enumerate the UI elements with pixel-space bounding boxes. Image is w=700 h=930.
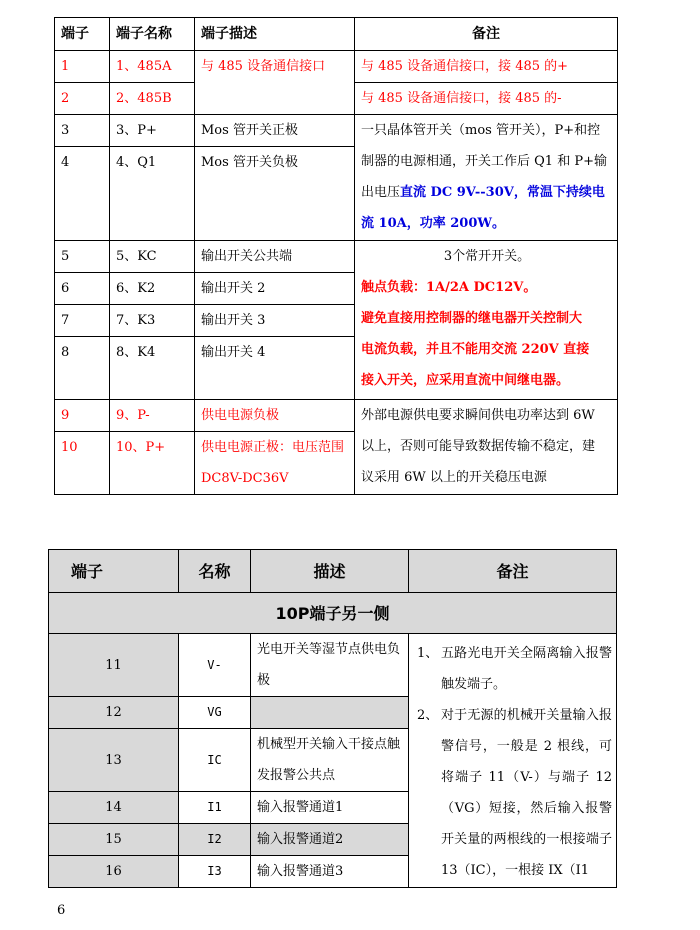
terminal-name: IC xyxy=(179,729,251,792)
terminal-number: 3 xyxy=(55,115,110,147)
note-line: 触点负载：1A/2A DC12V。 xyxy=(361,280,537,295)
terminal-number: 6 xyxy=(55,273,110,305)
terminal-desc: 输入报警通道1 xyxy=(251,792,409,824)
terminal-name: I3 xyxy=(179,856,251,888)
note-highlight: 流 10A，功率 200W。 xyxy=(361,216,505,231)
note-item xyxy=(417,700,612,886)
terminal-desc: Mos 管开关负极 xyxy=(195,147,355,241)
note-line: 以上，否则可能导致数据传输不稳定，建 xyxy=(361,439,596,454)
note-item-number: 2、 xyxy=(417,708,439,723)
terminal-desc: 光电开关等湿节点供电负极 xyxy=(251,634,409,697)
terminal-number: 14 xyxy=(49,792,179,824)
terminal-note: 与 485 设备通信接口，接 485 的- xyxy=(355,83,618,115)
terminal-number: 2 xyxy=(55,83,110,115)
section-subtitle: 10P端子另一侧 xyxy=(49,593,617,634)
terminal-desc: Mos 管开关正极 xyxy=(195,115,355,147)
table-row xyxy=(55,51,618,83)
power-note xyxy=(355,400,618,495)
terminal-number: 8 xyxy=(55,337,110,400)
note-text: 出电压 xyxy=(361,185,401,200)
header-terminal-name: 端子名称 xyxy=(110,18,195,51)
table-row xyxy=(55,115,618,147)
note-item-text: 对于无源的机械开关量输入报警信号，一般是 2 根线，可将端子 11（V-）与端子 12（VG）短接，然后输入报警开关量的两根线的一根接端子 13（IC），一根接 IX（I1 xyxy=(441,708,612,878)
terminal-table-2 xyxy=(48,549,617,888)
note-line: 议采用 6W 以上的开关稳压电源 xyxy=(361,470,547,485)
terminal-name: 5、KC xyxy=(110,241,195,273)
header-terminal: 端子 xyxy=(55,18,110,51)
terminal-name: 8、K4 xyxy=(110,337,195,400)
terminal-name: 2、485B xyxy=(110,83,195,115)
table2-header-row xyxy=(49,550,617,593)
header-terminal-desc: 端子描述 xyxy=(195,18,355,51)
terminal-name: I2 xyxy=(179,824,251,856)
note-line: 电流负载，并且不能用交流 220V 直接 xyxy=(361,342,590,357)
terminal-number: 1 xyxy=(55,51,110,83)
terminal-desc: 输出开关 3 xyxy=(195,305,355,337)
note-line: 一只晶体管开关（mos 管开关），P+和控 xyxy=(361,123,601,138)
terminal-name: 10、P+ xyxy=(110,432,195,495)
terminal-desc: 供电电源负极 xyxy=(195,400,355,432)
terminal-number: 13 xyxy=(49,729,179,792)
terminal-name: 3、P+ xyxy=(110,115,195,147)
terminal-desc: 供电电源正极：电压范围 DC8V-DC36V xyxy=(195,432,355,495)
note-line: 外部电源供电要求瞬间供电功率达到 6W xyxy=(361,408,595,423)
note-item-number: 1、 xyxy=(417,646,439,661)
terminal-desc: 输入报警通道3 xyxy=(251,856,409,888)
note-line: 3个常开开关。 xyxy=(443,249,531,264)
table-row xyxy=(55,241,618,273)
terminal-desc: 输入报警通道2 xyxy=(251,824,409,856)
terminal-desc: 机械型开关输入干接点触发报警公共点 xyxy=(251,729,409,792)
terminal-number: 15 xyxy=(49,824,179,856)
terminal-number: 7 xyxy=(55,305,110,337)
table-row xyxy=(55,400,618,432)
mos-switch-note xyxy=(355,115,618,241)
terminal-desc xyxy=(251,697,409,729)
header-terminal: 端子 xyxy=(49,550,179,593)
header-desc: 描述 xyxy=(251,550,409,593)
subtitle-row xyxy=(49,593,617,634)
note-line: 避免直接用控制器的继电器开关控制大 xyxy=(361,311,583,326)
header-note: 备注 xyxy=(355,18,618,51)
terminal-name: 4、Q1 xyxy=(110,147,195,241)
terminal-name: I1 xyxy=(179,792,251,824)
note-item xyxy=(417,638,612,700)
note-item-text: 五路光电开关全隔离输入报警触发端子。 xyxy=(441,646,612,692)
table1-header-row xyxy=(55,18,618,51)
header-note: 备注 xyxy=(409,550,617,593)
terminal-table-1 xyxy=(54,17,618,495)
note-line: 接入开关，应采用直流中间继电器。 xyxy=(361,373,570,388)
terminal-number: 9 xyxy=(55,400,110,432)
terminal-desc: 输出开关 2 xyxy=(195,273,355,305)
terminal-name: V- xyxy=(179,634,251,697)
terminal-name: VG xyxy=(179,697,251,729)
relay-note xyxy=(355,241,618,400)
terminal-note: 与 485 设备通信接口，接 485 的+ xyxy=(355,51,618,83)
table-row xyxy=(49,634,617,697)
terminal-desc: 输出开关 4 xyxy=(195,337,355,400)
terminal-desc: 输出开关公共端 xyxy=(195,241,355,273)
terminal-number: 11 xyxy=(49,634,179,697)
page-number: 6 xyxy=(57,903,66,918)
note-line: 制器的电源相通，开关工作后 Q1 和 P+输 xyxy=(361,154,607,169)
terminal-number: 10 xyxy=(55,432,110,495)
terminal-number: 16 xyxy=(49,856,179,888)
terminal-name: 6、K2 xyxy=(110,273,195,305)
terminal-number: 12 xyxy=(49,697,179,729)
note-highlight: 直流 DC 9V--30V，常温下持续电 xyxy=(400,185,605,200)
terminal-number: 4 xyxy=(55,147,110,241)
alarm-input-note xyxy=(409,634,617,888)
terminal-desc: 与 485 设备通信接口 xyxy=(195,51,355,115)
terminal-number: 5 xyxy=(55,241,110,273)
note-line xyxy=(361,177,613,208)
header-name: 名称 xyxy=(179,550,251,593)
terminal-name: 9、P- xyxy=(110,400,195,432)
terminal-name: 7、K3 xyxy=(110,305,195,337)
terminal-name: 1、485A xyxy=(110,51,195,83)
